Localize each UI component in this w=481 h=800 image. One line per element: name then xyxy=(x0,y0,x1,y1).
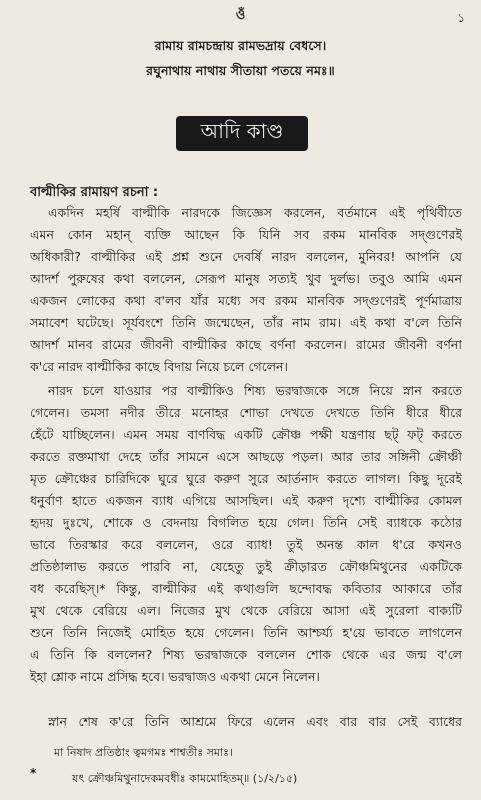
paragraph-line: গেলেন। তমসা নদীর তীরে মনোহর শোভা দেখতে দেখতে তিনি ধীরে ধীরে xyxy=(30,405,462,420)
paragraph-line: ভাবে তিরস্কার করে বললেন, ওরে ব্যাধ! তুই অনন্ত কাল ধ'রে কখনও xyxy=(30,537,462,552)
paragraph-line: হেঁটে যাচ্ছিলেন। এমন সময় বাণবিদ্ধ একটি ক্রৌঞ্চ পক্ষী যন্ত্রণায় ছট্ ফট্ করতে xyxy=(30,427,462,442)
chapter-title: আদি কাণ্ড xyxy=(200,119,284,143)
chapter-title-banner xyxy=(176,116,308,151)
paragraph-line: সমাবেশ ঘটেছে। সূর্যবংশে তিনি জন্মেছেন, তাঁর নাম রাম। এই কথা ব'লে তিনি xyxy=(30,315,462,330)
paragraph-line: মৃত ক্রৌঞ্চের চারিদিকে ঘুরে ঘুরে করুণ সুরে আর্তনাদ করতে লাগল। কিছু দূরেই xyxy=(30,471,462,486)
paragraph-line: ইহা শ্লোক নামে প্রসিদ্ধ হবে। ভরদ্বাজও একথা মেনে নিলেন। xyxy=(30,669,320,684)
footnote-line-2: যৎ ক্রৌঞ্চমিথুনাদেকমবধীঃ কামমোহিতম্॥ (১/২/১৫) xyxy=(72,772,298,785)
paragraph-line: হৃদয় দুঃখে, শোকে ও বেদনায় বিগলিত হয়ে গেল। তিনি সেই ব্যাধকে কঠোর xyxy=(30,515,462,530)
om-symbol: ওঁ xyxy=(235,8,246,23)
paragraph-line: বধ করেছিস্।* কিন্তু, বাল্মীকির এই কথাগুলি ছন্দোবদ্ধ কবিতার আকারে তাঁর xyxy=(30,581,462,596)
paragraph-line: আদর্শ মানব রামের জীবনী বাল্মীকির কাছে বর্ণনা করলেন। রামের জীবনী বর্ণনা xyxy=(30,337,462,352)
paragraph-line: এমন কোন মহান্ ব্যক্তি আছেন কি যিনি সব রকম মানবিক সদ্গুণেরই xyxy=(30,227,462,242)
paragraph-line: আদর্শ পুরুষের কথা বললেন, সেরূপ মানুষ সত্যই খুব দুর্লভ। তবুও আমি এমন xyxy=(30,271,462,286)
paragraph-line: শুনে তিনি নিজেই মোহিত হয়ে গেলেন। তিনি আশ্চর্য্য হ'য়ে ভাবতে লাগলেন xyxy=(30,625,462,640)
paragraph-line: স্নান শেষ ক'রে তিনি আশ্রমে ফিরে এলেন এবং বার বার সেই ব্যাধের xyxy=(48,714,462,729)
paragraph-line: ক'রে নারদ বাল্মীকির কাছে বিদায় নিয়ে চলে গেলেন। xyxy=(30,359,288,374)
paragraph-line: মুখ থেকে বেরিয়ে এল। নিজের মুখ থেকে বেরিয়ে আসা এই সুরেলা বাক্যটি xyxy=(30,603,462,618)
paragraph-line: প্রতিষ্ঠালাভ করতে পারবি না, যেহেতু তুই ক্রীড়ারত ক্রৌঞ্চমিথুনের একটিকে xyxy=(30,559,462,574)
footnote-line-1: মা নিষাদ প্রতিষ্ঠাং ত্বমগমঃ শাশ্বতীঃ সমাঃ। xyxy=(54,746,233,759)
paragraph-line: এ তিনি কি বললেন? শিষ্য ভরদ্বাজকে বললেন শোক থেকে এর জন্ম ব'লে xyxy=(30,647,462,662)
paragraph-line: একদিন মহর্ষি বাল্মীকি নারদকে জিজ্ঞেস করলেন, বর্তমানে এই পৃথিবীতে xyxy=(48,205,462,220)
invocation-line-2: রঘুনাথায় নাথায় সীতায়া পতয়ে নমঃ॥ xyxy=(146,63,335,78)
paragraph-line: করতে রক্তমাখা দেহে তাঁর সামনে এসে আছড়ে পড়ল। আর তার সঙ্গিনী ক্রৌঞ্চী xyxy=(30,449,462,464)
paragraph-line: অধিকারী? বাল্মীকির এই প্রশ্ন শুনে দেবর্ষি নারদ বললেন, মুনিবর! আপনি যে xyxy=(30,249,462,264)
invocation-line-1: রামায় রামচন্দ্রায় রামভদ্রায় বেধসে। xyxy=(154,38,327,53)
footnote-mark: * xyxy=(30,766,37,780)
section-title: বাল্মীকির রামায়ণ রচনা : xyxy=(30,185,159,200)
paragraph-line: একজন লোকের কথা ব'লব যাঁর মধ্যে সব রকম মানবিক সদ্গুণেরই পূর্ণমাত্রায় xyxy=(30,293,462,308)
paragraph-line: নারদ চলে যাওয়ার পর বাল্মীকিও শিষ্য ভরদ্বাজকে সঙ্গে নিয়ে স্নান করতে xyxy=(48,383,462,398)
paragraph-line: ধনুর্বাণ হাতে একজন ব্যাধ এগিয়ে আসছিল। এই করুণ দৃশ্যে বাল্মীকির কোমল xyxy=(30,493,462,508)
page-number: ১ xyxy=(457,11,465,25)
